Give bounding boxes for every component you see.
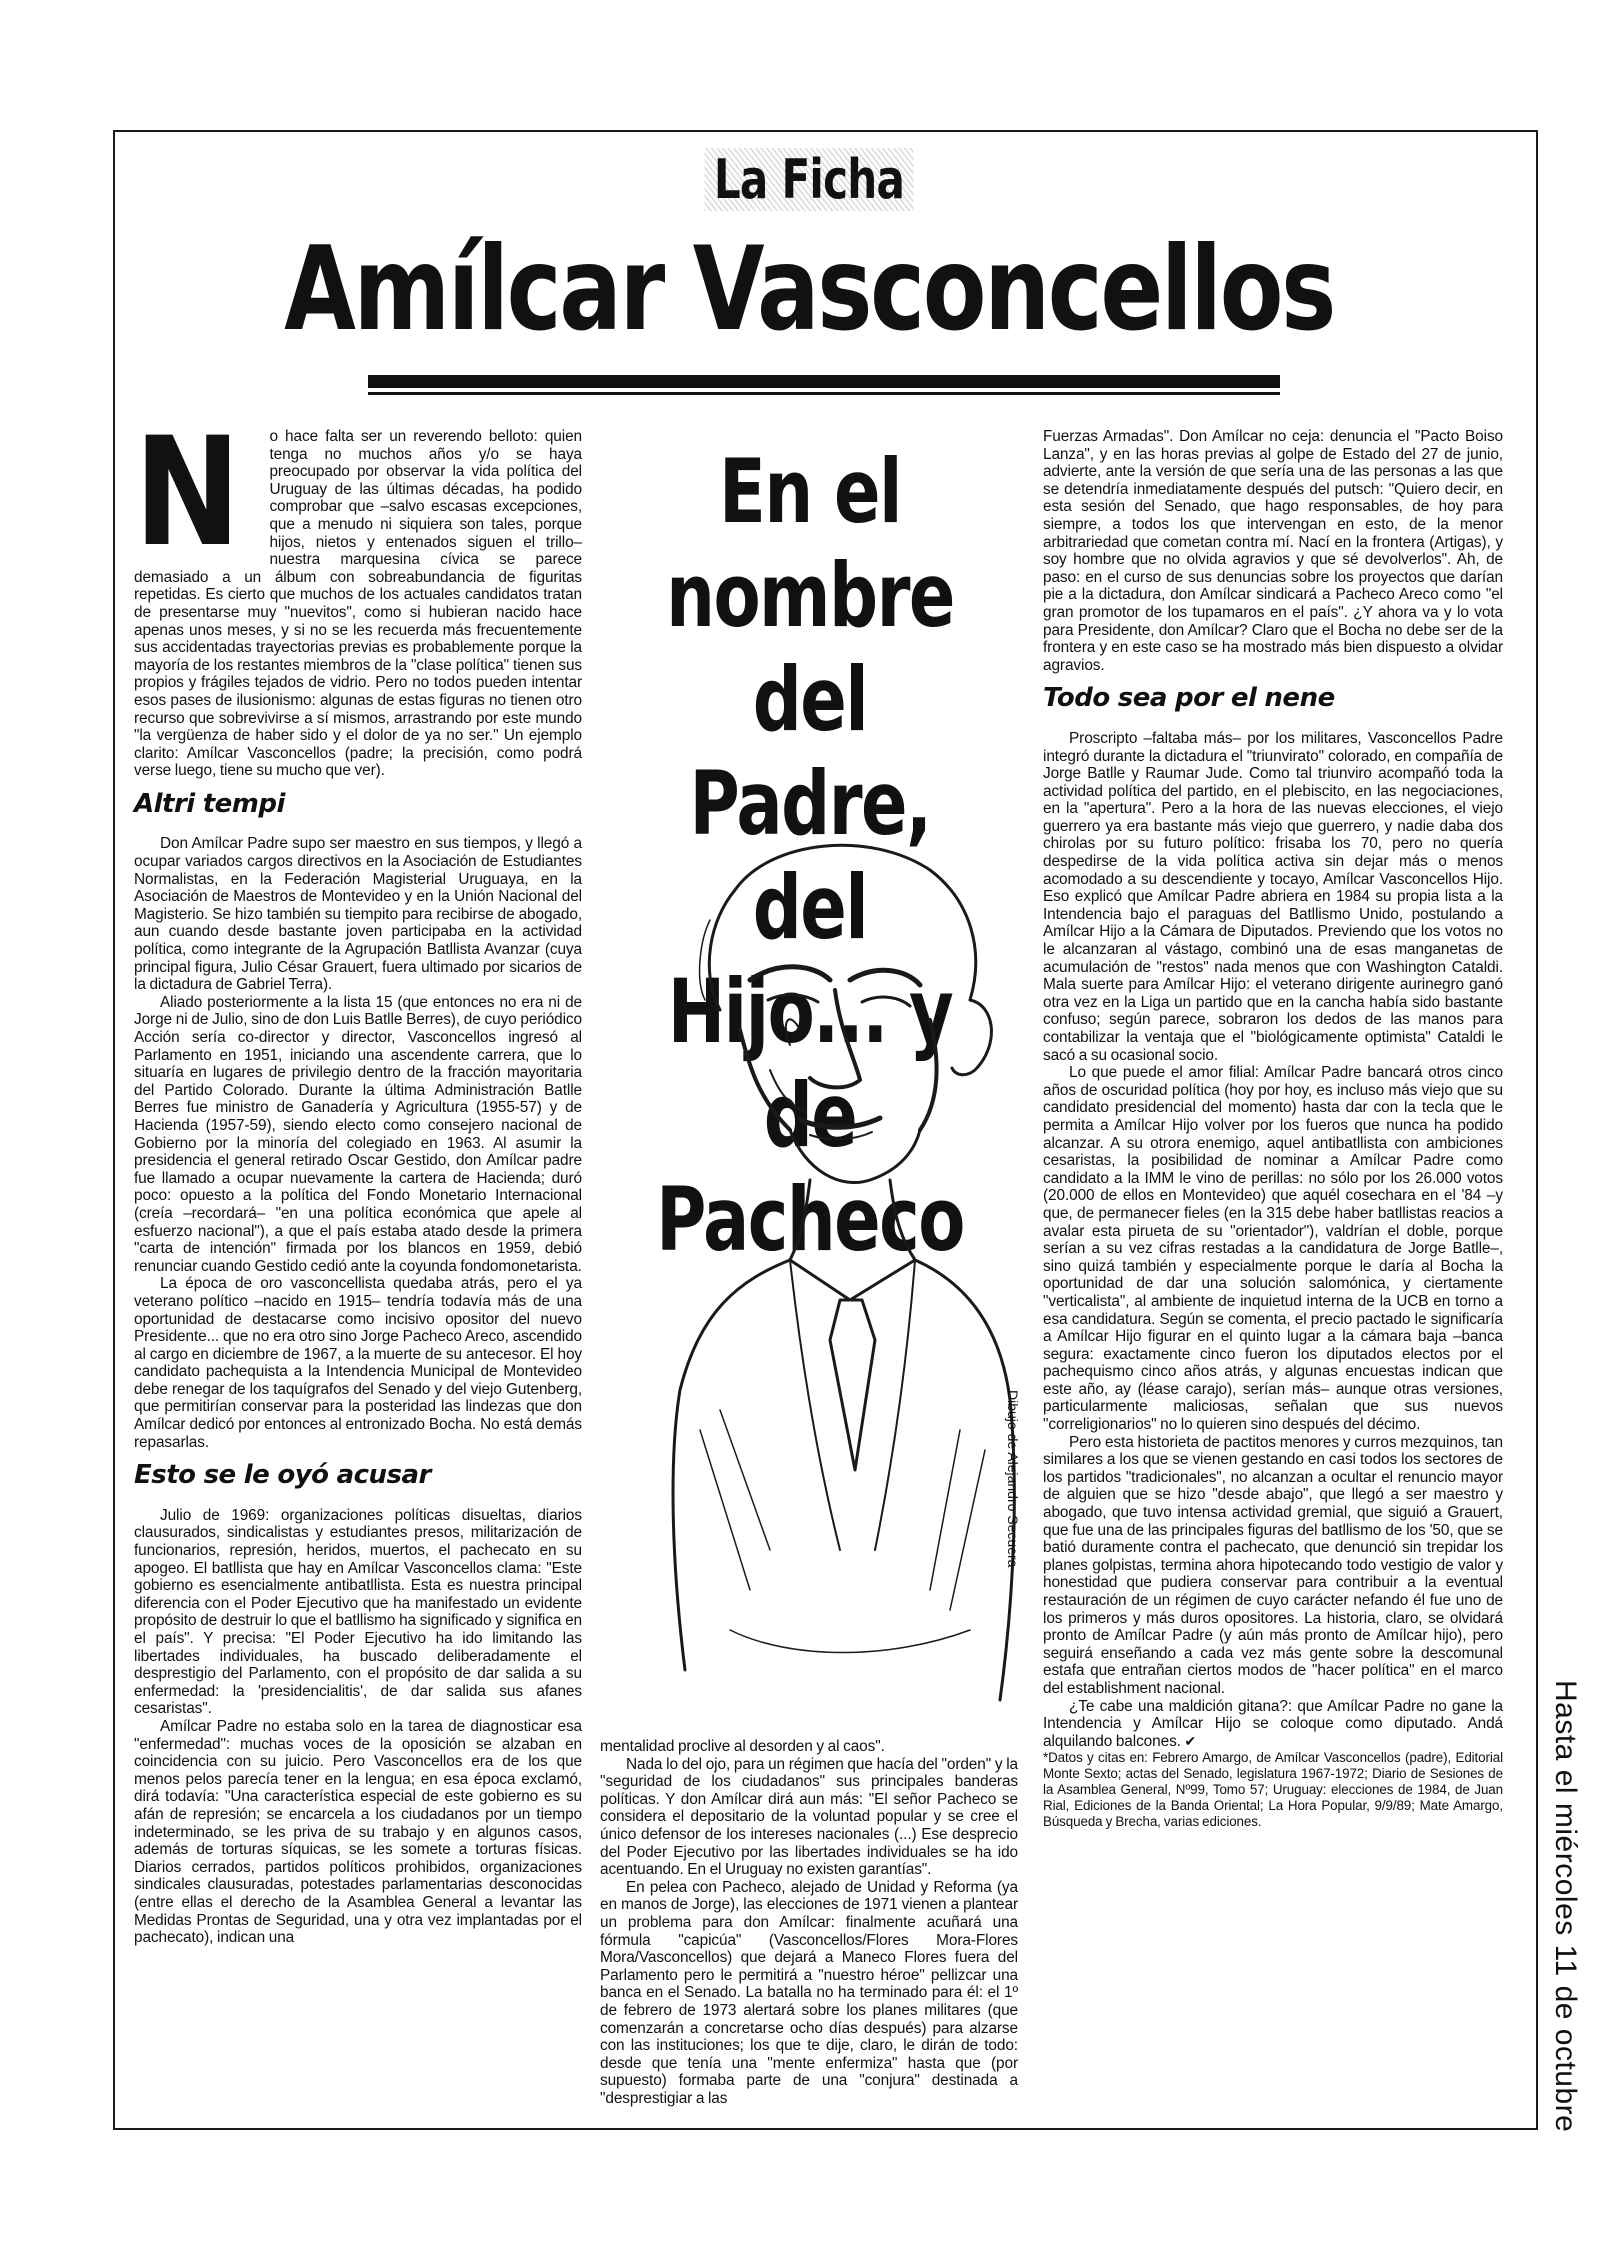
section-kicker [178, 148, 1440, 211]
paragraph: Fuerzas Armadas". Don Amílcar no ceja: denuncia el "Pacto Boiso Lanza", y en las horas previas al golpe de Estado del 27 de junio, advierte, ante la versión de que sería una de las personas a las que se detendría inmediatamente después del putsch: "Quiero decir, en esta sesión del Senado, que hago responsables, de hoy para siempre, a todos los que intervengan en esto, de la menor arbitrariedad que cometan contra mí. Nací en la frontera (Artigas), y soy hombre que no olvida agravios y que sé devolverlos". Ah, de paso: en el curso de sus denuncias sobre los proyectos que darían pie a la dictadura, don Amílcar sindicará a Pacheco Areco como "el gran promotor de los tupamaros en el país". ¿Y ahora va y lo vota para Presidente, don Amílcar? Claro que el Bocha no debe ser de la frontera y en este caso se ha mostrado más bien dispuesto a olvidar agravios. [1043, 428, 1503, 674]
headline-rule [368, 375, 1280, 388]
paragraph: Julio de 1969: organizaciones políticas disueltas, diarios clausurados, sindicalistas y estudiantes presos, militarización de funcionarios, represión, heridos, muertos, el pachecato en su apogeo. El batllista que hay en Amílcar Vasconcellos clama: "Este gobierno es esencialmente antibatllista. Esta es nuestra principal diferencia con el Poder Ejecutivo que ha manifestado un evidente propósito de destruir lo que el batllismo ha significado y significa en el país". Y precisa: "El Poder Ejecutivo ha ido limitando las libertades individuales, ha buscado deliberadamente el desprestigio del Parlamento, con el propósito de dar salida a su enfermedad: la 'presidencialitis', de dar salida sus afanes cesaristas". [134, 1506, 582, 1718]
deck-line: Pacheco [656, 1168, 964, 1271]
closing-text: ¿Te cabe una maldición gitana?: que Amílcar Padre no gane la Intendencia y Amílcar Hijo se coloque como diputado. Andá alquilando balcones. [1043, 1697, 1503, 1750]
paragraph: Nada lo del ojo, para un régimen que hacía del "orden" y la "seguridad de los ciudadanos" sus principales banderas políticas. Y don Amílcar dirá aun más: "El señor Pacheco se considera el depositario de la voluntad popular y se cree el único defensor de los intereses nacionales (...) Ese desprecio del Poder Ejecutivo por las libertades individuales se ha ido acentuando. En el Uruguay no existen garantías". [600, 1755, 1018, 1879]
subheading-esto-se-le-oyo: Esto se le oyó acusar [134, 1460, 431, 1491]
paragraph: En pelea con Pacheco, alejado de Unidad y Reforma (ya en manos de Jorge), las elecciones de 1971 vienen a plantear un problema para don Amílcar: finalmente acuñará una fórmula "capicúa" (Vasconcellos/Flores Mora-Flores Mora/Vasconcellos) que dejará a Maneco Flores fuera del Parlamento pero le permitirá a "nuestro héroe" pellizcar una banca en el Senado. La batalla no ha terminado para él: el 1º de febrero de 1973 alertará sobre los planes militares (que comenzarán a concretarse ocho días después) para alzarse con las instituciones; los que te dije, claro, le dirán de todo: desde que tenía una "mente enfermiza" hasta que (por supuesto) formaba parte de una "conjura" destinada a "desprestigiar a las [600, 1878, 1018, 2107]
intro-text: o hace falta ser un reverendo belloto: quien tenga no muchos años y/o se haya preocupado por observar la vida política del Uruguay de las últimas décadas, ha podido comprobar que –salvo escasas excepciones, que a menudo ni siquiera son tales, porque hijos, nietos y entenados siguen el trillo– nuestra marquesina cívica se parece demasiado a un álbum con sobreabundancia de figuritas repetidas. Es cierto que muchos de los actuales candidatos tratan de presentarse muy "nuevitos", como si hubieran nacido hace apenas unos meses, y si no se les recuerda más frecuentemente sus accidentadas trayectorias previas es probablemente porque la mayoría de los restantes miembros de la "clase política" tienen sus propios y frágiles tejados de vidrio. Pero no todos pueden intentar esos pases de ilusionismo: algunas de estas figuras no tienen otro recurso que sobrevivirse a sí mismos, arrastrando por este mundo "la vergüenza de haber sido y el dolor de ya no ser." Un ejemplo clarito: Amílcar Vasconcellos (padre; la precisión, como podrá verse luego, tiene su mucho que ver). [134, 428, 582, 780]
kicker-label: La Ficha [704, 148, 913, 211]
paragraph: Aliado posteriormente a la lista 15 (que entonces no era ni de Jorge ni de Julio, sino de don Luis Batlle Berres), de cuyo periódico Acción sería co-director y director, Vasconcellos ingresó al Parlamento en 1951, iniciando una ascendente carrera, que lo situaría en lugares de privilegio dentro de la fracción mayoritaria del Partido Colorado. Durante la última Administración Batlle Berres fue ministro de Ganadería y Agricultura (1955-57) y de Hacienda (1957-59), siendo electo como consejero nacional de Gobierno por la minoría del colegiado en 1963. Al asumir la presidencia el general retirado Oscar Gestido, don Amílcar padre fue llamado a ocupar nuevamente la cartera de Hacienda; duró poco: opuesto a la política del Fondo Monetario Internacional (creía –recordará– "en una política económica que apele al esfuerzo nacional"), a que el país estaba atado desde la primera "carta de intención" firmada por los blancos en 1959, debió renunciar cuando Gestido cedió ante la coyunda fondomonetarista. [134, 993, 582, 1275]
side-date-banner: Hasta el miércoles 11 de octubre [1549, 1680, 1582, 2133]
paragraph: Amílcar Padre no estaba solo en la tarea de diagnosticar esa "enfermedad": muchas voces de la oposición se alzaban en coincidencia con su juicio. Pero Vasconcellos era de los que menos pelos parecía tener en la lengua; en esa época exclamó, dirá todavía: "Una característica especial de este gobierno es su afán de represión; se encarcela a los ciudadanos por un tiempo indeterminado, se les priva de su trabajo y en algunos casos, además de torturas síquicas, se les somete a torturas físicas. Diarios cerrados, partidos políticos prohibidos, organizaciones sindicales clausuradas, potestades parlamentarias desconocidas (entre ellas el derecho de la Asamblea General a levantar las Medidas Prontas de Seguridad, una y otra vez implantadas por el pachecato), indican una [134, 1717, 582, 1947]
illustration-credit: Dibujo de Alejandro Secuera [1005, 1390, 1021, 1568]
paragraph: Proscripto –faltaba más– por los militares, Vasconcellos Padre integró durante la dictadura el "triunvirato" colorado, en compañía de Jorge Batlle y Raumar Jude. Como tal triunviro acompañó toda la actividad política del partido, en el plebiscito, en las negociaciones, en la "apertura". Pero a la hora de las nuevas elecciones, el viejo guerrero ya era bastante más viejo que guerrero, y nadie daba dos chirolas por su futuro político: frisaba los 70, pero no quería despedirse de la vida política activa sin dejar más o menos acomodado a su descendiente y tocayo, Amílcar Vasconcellos Hijo. Eso explicó que Amílcar Padre abriera en 1984 su propia lista a la Intendencia bajo el paraguas del Batllismo Unido, postulando a Amílcar Hijo a la Cámara de Diputados. Previendo que los votos no le alcanzaran al vástago, combinó una de esas manganetas de acumulación de "restos" nada menos que con Washington Cataldi. Mala suerte para Amílcar Hijo: el veterano dirigente aurinegro ganó otra vez en la Liga un partido que en la cancha había sido bastante confuso; según parece, sobraron los dedos de las manos para contabilizar la ventaja que el "biológicamente optimista" Cataldi le sacó a su ocasional socio. [1043, 729, 1503, 1064]
deck-line: Hijo... y de [667, 960, 953, 1167]
deck-line: En el nombre [666, 440, 954, 647]
paragraph: La época de oro vasconcellista quedaba atrás, pero el ya veterano político –nacido en 1915– tendría todavía más de una oportunidad de destacarse como incisivo opositor del nuevo Presidente... que no era otro sino Jorge Pacheco Areco, ascendido al cargo en diciembre de 1967, a la muerte de su antecesor. El hoy candidato pachequista a la Intendencia Municipal de Montevideo debe renegar de los taquígrafos del Senado y del viejo Gutenberg, que permitirían conservar para la posteridad las lindezas que don Amílcar dedicó por entonces al entronizado Bocha. No está demás repasarlas. [134, 1275, 582, 1451]
paragraph: mentalidad proclive al desorden y al caos". [600, 1738, 885, 1755]
paragraph: Lo que puede el amor filial: Amílcar Padre bancará otros cinco años de oscuridad política (hoy por hoy, es incluso más viejo que su candidato presidencial del momento) hasta dar con la tecla que le permita a Amílcar Hijo volver por los fueros que nunca ha podido alcanzar. A su otrora enemigo, aquel antibatllista con ambiciones cesaristas, la posibilidad de nominar a Amílcar Padre como candidato a la IMM le vino de perillas: no sólo por los 26.000 votos (20.000 de ellos en Montevideo) que aquél cosechara en el '84 –y que, de permanecer fieles (en la 315 debe haber batllistas reacios a avalar esta pirueta de su "orientador"), valdrían el doble, porque serían a su vez cifras restadas a la candidatura de Jorge Batlle–, sino quizá también y especialmente porque le daría al Bocha la oportunidad de dar una solución salomónica, y ciertamente "verticalista", al ambiente de inquietud interna de la UCB en torno a esa candidatura. Según se comenta, el precio pactado le significaría a Amílcar Hijo figurar en el quinto lugar a la cámara baja –banca segura: exactamente cinco fueron los diputados electos por el pachequismo cinco años atrás, y algunas encuestas indican que este año, ay (léase carajo), serían más– aunque otras versiones, particularmente maliciosas, señalan que sus nuevos "correligionarios" no lo quieren sino después del décimo. [1043, 1064, 1503, 1434]
subheading-todo-sea-por-el-nene: Todo sea por el nene [1043, 683, 1335, 714]
column-center [600, 1738, 1018, 2107]
headline-rule-thin [368, 392, 1280, 395]
paragraph [1043, 1698, 1503, 1751]
sources-note: *Datos y citas en: Febrero Amargo, de Amílcar Vasconcellos (padre), Editorial Monte Sexto; actas del Senado, legislatura 1967-1972; Diario de Sesiones de la Asamblea General, Nº99, Tomo 57; Uruguay: elecciones de 1984, de Juan Rial, Ediciones de la Banda Oriental; La Hora Popular, 9/9/89; Mate Amargo, Búsqueda y Brecha, varias ediciones. [1043, 1750, 1503, 1830]
end-mark-icon: ✔ [1184, 1732, 1197, 1749]
headline: Amílcar Vasconcellos [284, 222, 1334, 357]
deck-line: del Padre, del [689, 648, 931, 959]
paragraph: Don Amílcar Padre supo ser maestro en sus tiempos, y llegó a ocupar variados cargos directivos en la Asociación de Estudiantes Normalistas, en la Federación Magisterial Uruguaya, en la Asociación de Maestros de Montevideo y en la Unión Nacional del Magisterio. Se hizo también su tiempito para recibirse de abogado, aun cuando desde bastante joven participaba en la actividad política, como integrante de la Agrupación Batllista Avanzar (cuya principal figura, Julio César Grauert, fuera ultimado por sicarios de la dictadura de Gabriel Terra). [134, 835, 582, 994]
caricature-illustration [640, 830, 1030, 1710]
subheading-altri-tempi: Altri tempi [134, 788, 285, 819]
column-left [134, 406, 582, 1947]
column-right [1043, 428, 1503, 1830]
paragraph: Pero esta historieta de pactitos menores y curros mezquinos, tan similares a los que se vienen gestando en casi todos los sectores de los partidos "tradicionales", no alcanzan a ocultar el renuncio mayor de alguien que se hizo "desde abajo", que llegó a ser maestro y abogado, que tuvo intensa actividad gremial, que siguió a Grauert, que fue una de las principales figuras del batllismo de los '50, que se batió duramente contra el pachecato, que denunció sin trepidar los planes golpistas, termina ahora hipotecando todo vestigio de valor y honestidad que pudiera conservar para contribuir a la eventual restauración de un régimen de cuyo carácter nefando él fue uno de los primeros y más duros opositores. La historia, claro, se olvidará pronto de Amílcar Padre (y aún más pronto de Amílcar hijo), pero seguirá enseñando a cada vez más gente sobre la descomunal estafa que entrañan ciertos modos de "hacer política" en el marco del establishment nacional. [1043, 1433, 1503, 1697]
drop-cap: N [134, 406, 241, 580]
intro-paragraph [134, 406, 582, 780]
